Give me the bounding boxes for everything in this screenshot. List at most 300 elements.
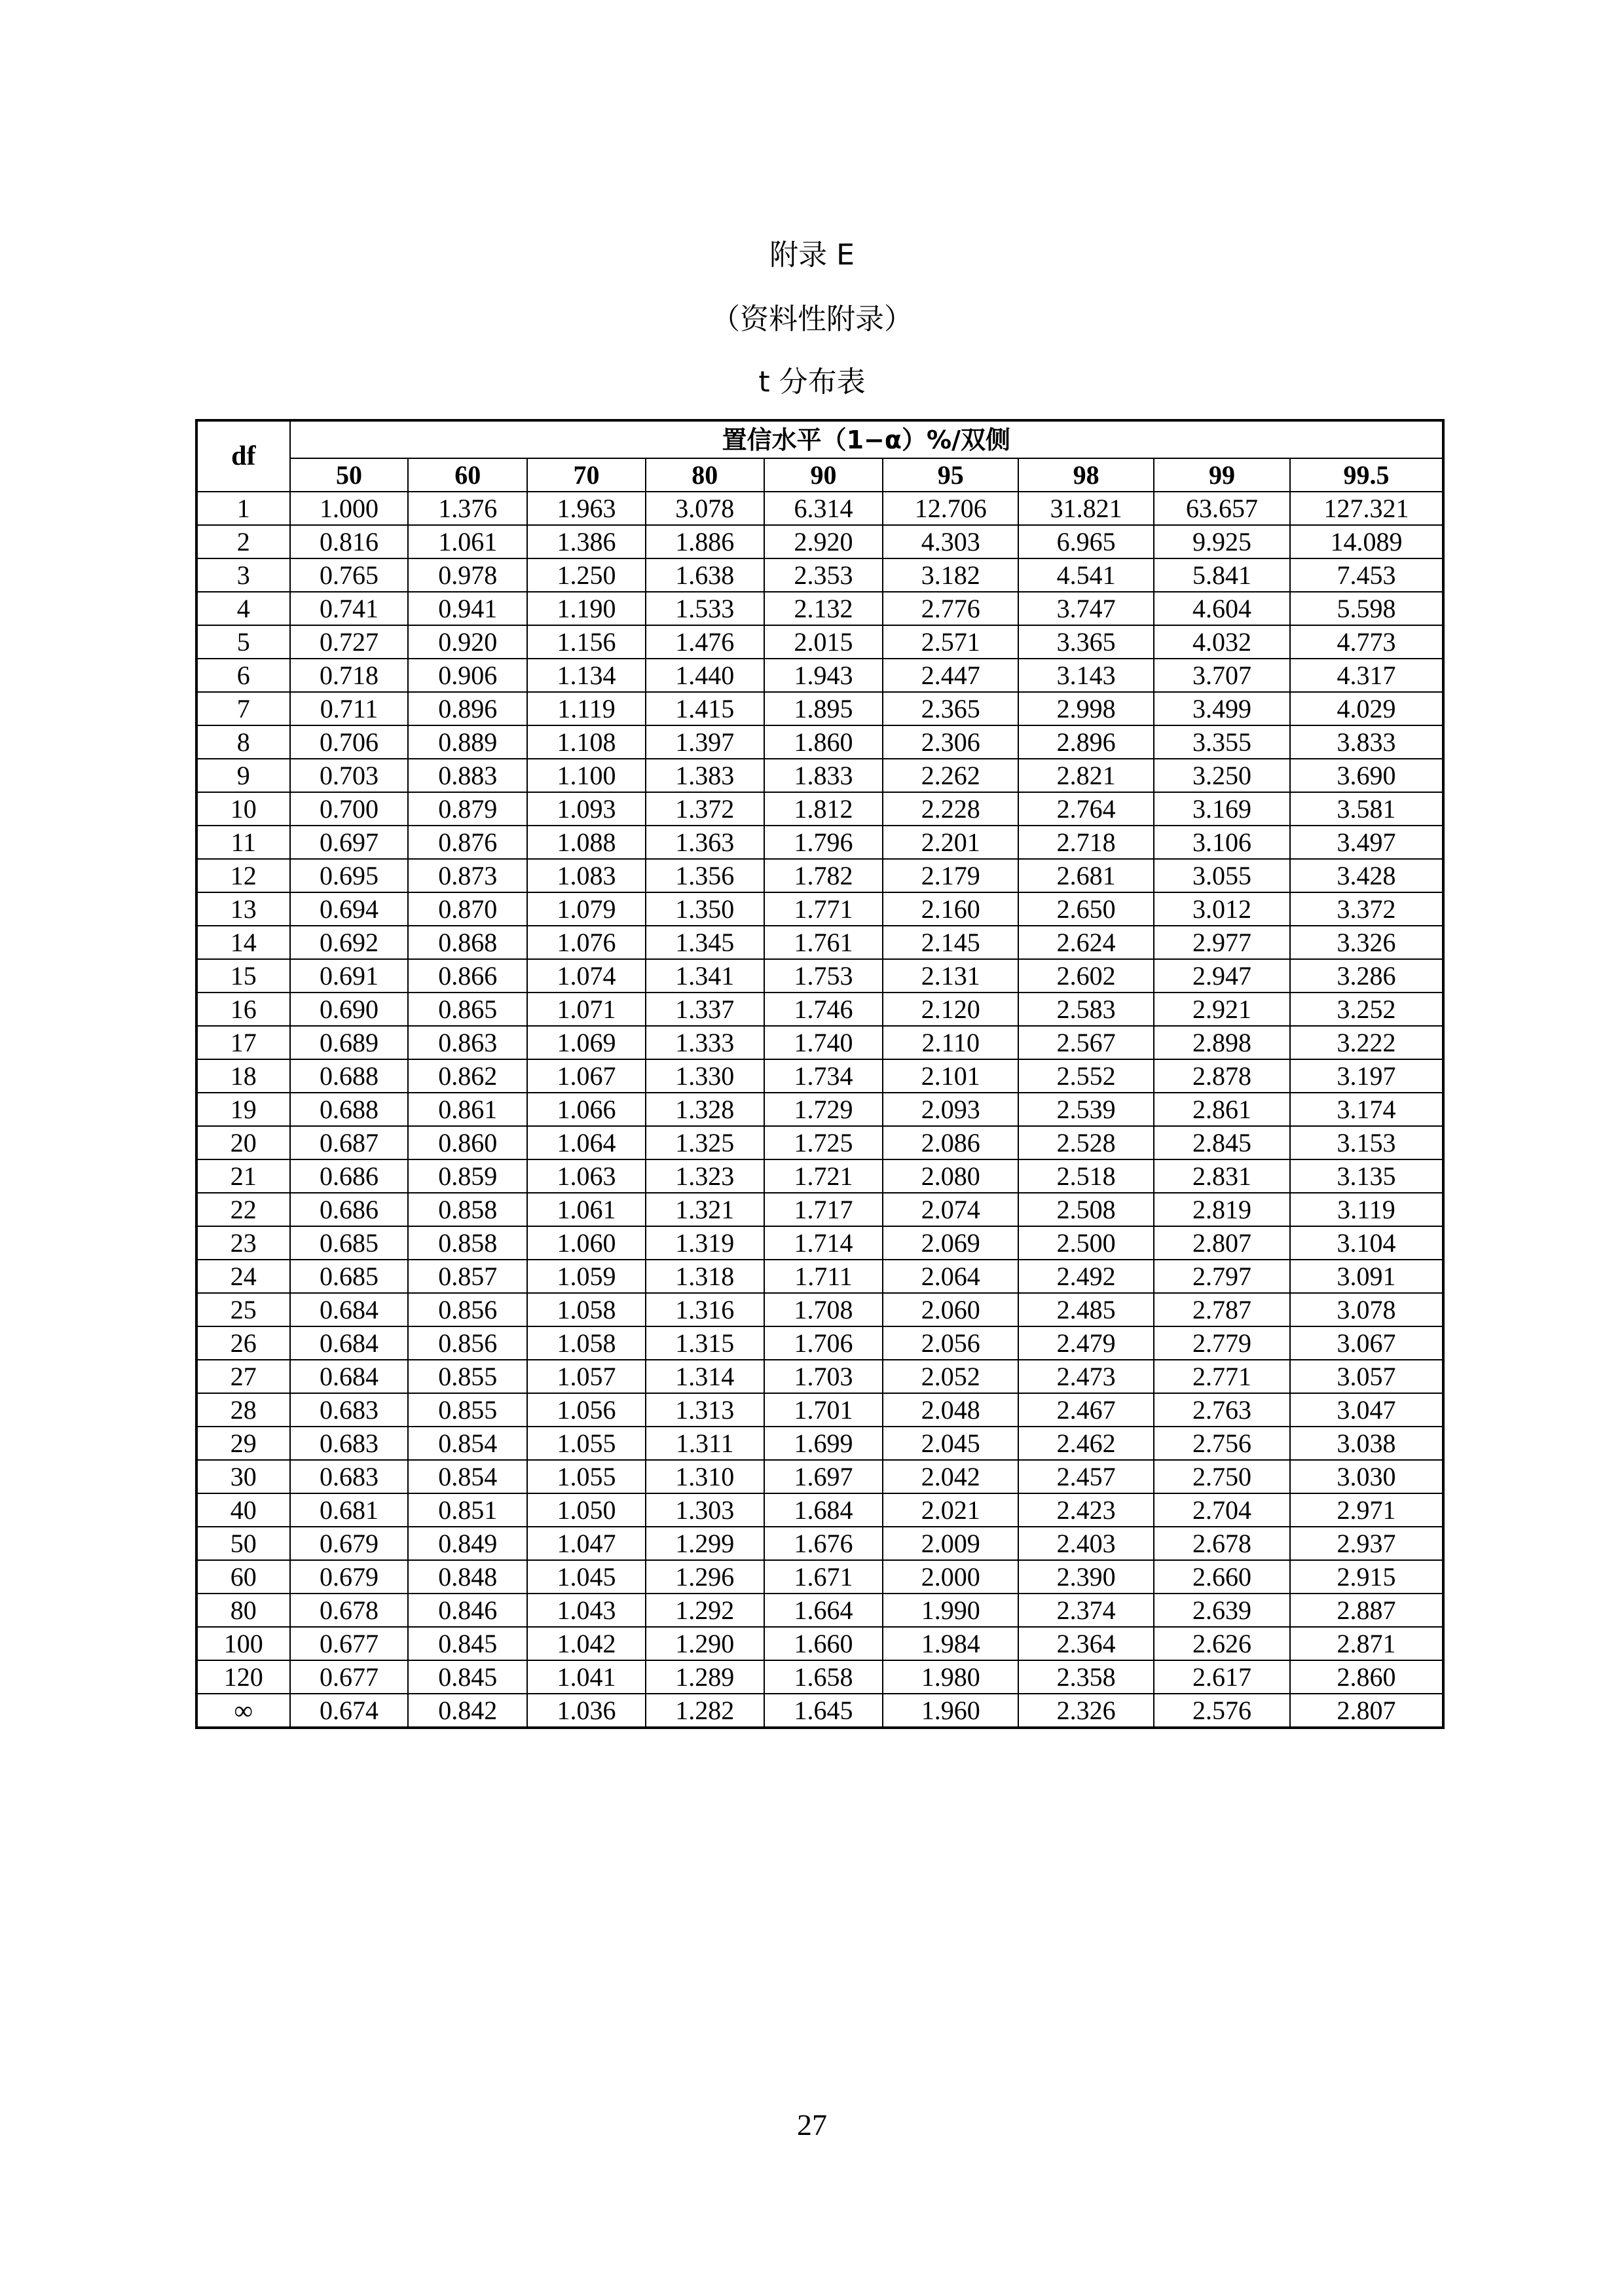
value-cell: 3.012 (1154, 892, 1290, 926)
df-cell: 18 (196, 1059, 290, 1093)
value-cell: 0.681 (290, 1493, 409, 1527)
value-cell: 1.782 (764, 859, 883, 892)
confidence-level-cell: 98 (1018, 458, 1154, 492)
value-cell: 0.683 (290, 1427, 409, 1460)
table-row (196, 1660, 1443, 1694)
value-cell: 2.080 (883, 1159, 1018, 1193)
value-cell: 2.878 (1154, 1059, 1290, 1093)
value-cell: 1.397 (646, 725, 764, 759)
df-cell: 12 (196, 859, 290, 892)
confidence-levels-row (196, 458, 1443, 492)
value-cell: 2.861 (1154, 1093, 1290, 1126)
value-cell: 1.714 (764, 1226, 883, 1260)
value-cell: 2.779 (1154, 1326, 1290, 1360)
value-cell: 1.980 (883, 1660, 1018, 1694)
df-cell: 100 (196, 1627, 290, 1660)
value-cell: 0.697 (290, 826, 409, 859)
value-cell: 0.861 (408, 1093, 527, 1126)
value-cell: 1.083 (527, 859, 646, 892)
df-cell: 10 (196, 792, 290, 826)
confidence-level-header: 置信水平（1−α）%/双侧 (290, 420, 1443, 458)
value-cell: 1.050 (527, 1493, 646, 1527)
value-cell: 1.699 (764, 1427, 883, 1460)
table-row (196, 1694, 1443, 1728)
df-cell: ∞ (196, 1694, 290, 1728)
value-cell: 1.676 (764, 1527, 883, 1560)
value-cell: 2.771 (1154, 1360, 1290, 1393)
value-cell: 1.319 (646, 1226, 764, 1260)
value-cell: 2.583 (1018, 993, 1154, 1026)
value-cell: 3.119 (1290, 1193, 1443, 1226)
value-cell: 1.350 (646, 892, 764, 926)
value-cell: 3.182 (883, 558, 1018, 592)
df-cell: 27 (196, 1360, 290, 1393)
value-cell: 3.428 (1290, 859, 1443, 892)
value-cell: 1.058 (527, 1293, 646, 1326)
value-cell: 2.326 (1018, 1694, 1154, 1728)
value-cell: 2.860 (1290, 1660, 1443, 1694)
confidence-level-cell: 80 (646, 458, 764, 492)
value-cell: 1.250 (527, 558, 646, 592)
value-cell: 2.571 (883, 625, 1018, 659)
value-cell: 0.695 (290, 859, 409, 892)
table-row (196, 1159, 1443, 1193)
value-cell: 1.074 (527, 959, 646, 993)
value-cell: 0.883 (408, 759, 527, 792)
value-cell: 3.153 (1290, 1126, 1443, 1159)
value-cell: 2.353 (764, 558, 883, 592)
value-cell: 0.855 (408, 1393, 527, 1427)
value-cell: 1.833 (764, 759, 883, 792)
table-row (196, 759, 1443, 792)
value-cell: 0.906 (408, 659, 527, 692)
df-cell: 2 (196, 525, 290, 558)
value-cell: 2.074 (883, 1193, 1018, 1226)
value-cell: 1.372 (646, 792, 764, 826)
value-cell: 2.518 (1018, 1159, 1154, 1193)
value-cell: 1.330 (646, 1059, 764, 1093)
value-cell: 1.638 (646, 558, 764, 592)
value-cell: 2.467 (1018, 1393, 1154, 1427)
value-cell: 2.306 (883, 725, 1018, 759)
value-cell: 0.845 (408, 1660, 527, 1694)
value-cell: 0.870 (408, 892, 527, 926)
value-cell: 2.052 (883, 1360, 1018, 1393)
table-body (196, 492, 1443, 1728)
value-cell: 0.896 (408, 692, 527, 725)
value-cell: 127.321 (1290, 492, 1443, 525)
value-cell: 1.290 (646, 1627, 764, 1660)
value-cell: 1.000 (290, 492, 409, 525)
value-cell: 0.690 (290, 993, 409, 1026)
value-cell: 1.363 (646, 826, 764, 859)
value-cell: 0.706 (290, 725, 409, 759)
value-cell: 1.415 (646, 692, 764, 725)
value-cell: 0.858 (408, 1193, 527, 1226)
table-row (196, 1460, 1443, 1493)
value-cell: 1.060 (527, 1226, 646, 1260)
value-cell: 2.528 (1018, 1126, 1154, 1159)
value-cell: 1.943 (764, 659, 883, 692)
df-header: df (196, 420, 290, 492)
value-cell: 0.711 (290, 692, 409, 725)
value-cell: 1.061 (408, 525, 527, 558)
table-row (196, 792, 1443, 826)
value-cell: 2.887 (1290, 1594, 1443, 1627)
value-cell: 2.403 (1018, 1527, 1154, 1560)
df-cell: 30 (196, 1460, 290, 1493)
value-cell: 0.683 (290, 1460, 409, 1493)
value-cell: 0.683 (290, 1393, 409, 1427)
value-cell: 63.657 (1154, 492, 1290, 525)
value-cell: 2.473 (1018, 1360, 1154, 1393)
value-cell: 2.896 (1018, 725, 1154, 759)
value-cell: 5.598 (1290, 592, 1443, 625)
value-cell: 2.763 (1154, 1393, 1290, 1427)
appendix-title: 附录 E (769, 238, 855, 272)
value-cell: 4.773 (1290, 625, 1443, 659)
value-cell: 2.365 (883, 692, 1018, 725)
value-cell: 2.390 (1018, 1560, 1154, 1594)
value-cell: 0.685 (290, 1226, 409, 1260)
value-cell: 1.067 (527, 1059, 646, 1093)
value-cell: 1.645 (764, 1694, 883, 1728)
value-cell: 2.624 (1018, 926, 1154, 959)
df-cell: 8 (196, 725, 290, 759)
value-cell: 1.383 (646, 759, 764, 792)
value-cell: 1.321 (646, 1193, 764, 1226)
value-cell: 0.873 (408, 859, 527, 892)
value-cell: 0.879 (408, 792, 527, 826)
table-row (196, 692, 1443, 725)
value-cell: 2.479 (1018, 1326, 1154, 1360)
value-cell: 1.753 (764, 959, 883, 993)
value-cell: 2.947 (1154, 959, 1290, 993)
value-cell: 0.855 (408, 1360, 527, 1393)
table-row (196, 492, 1443, 525)
value-cell: 1.076 (527, 926, 646, 959)
value-cell: 1.190 (527, 592, 646, 625)
value-cell: 3.222 (1290, 1026, 1443, 1059)
value-cell: 3.197 (1290, 1059, 1443, 1093)
df-cell: 25 (196, 1293, 290, 1326)
value-cell: 2.374 (1018, 1594, 1154, 1627)
t-distribution-table (195, 419, 1445, 1729)
table-row (196, 1059, 1443, 1093)
value-cell: 0.688 (290, 1093, 409, 1126)
value-cell: 0.868 (408, 926, 527, 959)
value-cell: 0.679 (290, 1560, 409, 1594)
table-row (196, 525, 1443, 558)
value-cell: 1.671 (764, 1560, 883, 1594)
table-row (196, 1594, 1443, 1627)
df-cell: 23 (196, 1226, 290, 1260)
value-cell: 6.965 (1018, 525, 1154, 558)
value-cell: 1.093 (527, 792, 646, 826)
confidence-level-cell: 99 (1154, 458, 1290, 492)
value-cell: 1.440 (646, 659, 764, 692)
value-cell: 1.079 (527, 892, 646, 926)
value-cell: 2.110 (883, 1026, 1018, 1059)
df-cell: 19 (196, 1093, 290, 1126)
value-cell: 2.447 (883, 659, 1018, 692)
value-cell: 2.920 (764, 525, 883, 558)
value-cell: 1.289 (646, 1660, 764, 1694)
value-cell: 4.303 (883, 525, 1018, 558)
value-cell: 2.060 (883, 1293, 1018, 1326)
value-cell: 2.000 (883, 1560, 1018, 1594)
value-cell: 1.100 (527, 759, 646, 792)
value-cell: 1.318 (646, 1260, 764, 1293)
value-cell: 2.650 (1018, 892, 1154, 926)
value-cell: 5.841 (1154, 558, 1290, 592)
value-cell: 1.333 (646, 1026, 764, 1059)
value-cell: 0.920 (408, 625, 527, 659)
table-row (196, 926, 1443, 959)
value-cell: 0.842 (408, 1694, 527, 1728)
appendix-subtitle: （资料性附录） (711, 302, 913, 336)
value-cell: 1.664 (764, 1594, 883, 1627)
table-row (196, 959, 1443, 993)
value-cell: 1.069 (527, 1026, 646, 1059)
value-cell: 2.131 (883, 959, 1018, 993)
table-row (196, 892, 1443, 926)
df-cell: 80 (196, 1594, 290, 1627)
value-cell: 3.581 (1290, 792, 1443, 826)
value-cell: 0.686 (290, 1159, 409, 1193)
value-cell: 3.747 (1018, 592, 1154, 625)
value-cell: 4.029 (1290, 692, 1443, 725)
value-cell: 1.310 (646, 1460, 764, 1493)
value-cell: 1.041 (527, 1660, 646, 1694)
value-cell: 2.015 (764, 625, 883, 659)
value-cell: 1.059 (527, 1260, 646, 1293)
value-cell: 2.048 (883, 1393, 1018, 1427)
value-cell: 3.078 (646, 492, 764, 525)
df-cell: 40 (196, 1493, 290, 1527)
value-cell: 2.508 (1018, 1193, 1154, 1226)
value-cell: 3.252 (1290, 993, 1443, 1026)
value-cell: 0.677 (290, 1660, 409, 1694)
value-cell: 4.032 (1154, 625, 1290, 659)
value-cell: 1.066 (527, 1093, 646, 1126)
table-row (196, 1493, 1443, 1527)
value-cell: 0.689 (290, 1026, 409, 1059)
value-cell: 2.064 (883, 1260, 1018, 1293)
value-cell: 1.316 (646, 1293, 764, 1326)
value-cell: 2.898 (1154, 1026, 1290, 1059)
df-cell: 7 (196, 692, 290, 725)
value-cell: 1.895 (764, 692, 883, 725)
df-cell: 16 (196, 993, 290, 1026)
value-cell: 0.727 (290, 625, 409, 659)
df-cell: 14 (196, 926, 290, 959)
value-cell: 3.169 (1154, 792, 1290, 826)
value-cell: 1.356 (646, 859, 764, 892)
value-cell: 1.064 (527, 1126, 646, 1159)
value-cell: 2.626 (1154, 1627, 1290, 1660)
value-cell: 1.376 (408, 492, 527, 525)
value-cell: 2.639 (1154, 1594, 1290, 1627)
value-cell: 2.021 (883, 1493, 1018, 1527)
value-cell: 1.311 (646, 1427, 764, 1460)
value-cell: 1.746 (764, 993, 883, 1026)
value-cell: 2.101 (883, 1059, 1018, 1093)
value-cell: 0.679 (290, 1527, 409, 1560)
value-cell: 1.299 (646, 1527, 764, 1560)
value-cell: 1.056 (527, 1393, 646, 1427)
df-cell: 11 (196, 826, 290, 859)
df-cell: 22 (196, 1193, 290, 1226)
value-cell: 1.697 (764, 1460, 883, 1493)
value-cell: 3.174 (1290, 1093, 1443, 1126)
value-cell: 1.323 (646, 1159, 764, 1193)
value-cell: 3.047 (1290, 1393, 1443, 1427)
value-cell: 1.684 (764, 1493, 883, 1527)
table-row (196, 1360, 1443, 1393)
value-cell: 1.533 (646, 592, 764, 625)
value-cell: 2.539 (1018, 1093, 1154, 1126)
value-cell: 2.704 (1154, 1493, 1290, 1527)
value-cell: 1.725 (764, 1126, 883, 1159)
value-cell: 0.816 (290, 525, 409, 558)
value-cell: 1.055 (527, 1460, 646, 1493)
df-cell: 17 (196, 1026, 290, 1059)
value-cell: 3.365 (1018, 625, 1154, 659)
value-cell: 1.734 (764, 1059, 883, 1093)
value-cell: 0.684 (290, 1360, 409, 1393)
confidence-level-cell: 90 (764, 458, 883, 492)
value-cell: 2.977 (1154, 926, 1290, 959)
table-row (196, 625, 1443, 659)
value-cell: 1.088 (527, 826, 646, 859)
df-cell: 4 (196, 592, 290, 625)
value-cell: 1.156 (527, 625, 646, 659)
value-cell: 1.058 (527, 1326, 646, 1360)
value-cell: 0.687 (290, 1126, 409, 1159)
value-cell: 3.833 (1290, 725, 1443, 759)
value-cell: 2.756 (1154, 1427, 1290, 1460)
value-cell: 0.863 (408, 1026, 527, 1059)
value-cell: 0.876 (408, 826, 527, 859)
value-cell: 1.963 (527, 492, 646, 525)
value-cell: 0.674 (290, 1694, 409, 1728)
value-cell: 31.821 (1018, 492, 1154, 525)
value-cell: 3.091 (1290, 1260, 1443, 1293)
value-cell: 1.812 (764, 792, 883, 826)
confidence-level-cell: 50 (290, 458, 409, 492)
table-row (196, 859, 1443, 892)
value-cell: 0.851 (408, 1493, 527, 1527)
value-cell: 0.862 (408, 1059, 527, 1093)
value-cell: 1.476 (646, 625, 764, 659)
value-cell: 3.055 (1154, 859, 1290, 892)
value-cell: 2.457 (1018, 1460, 1154, 1493)
value-cell: 1.315 (646, 1326, 764, 1360)
value-cell: 1.711 (764, 1260, 883, 1293)
value-cell: 0.703 (290, 759, 409, 792)
value-cell: 2.819 (1154, 1193, 1290, 1226)
df-cell: 60 (196, 1560, 290, 1594)
value-cell: 1.708 (764, 1293, 883, 1326)
table-row (196, 1527, 1443, 1560)
value-cell: 2.201 (883, 826, 1018, 859)
value-cell: 2.045 (883, 1427, 1018, 1460)
value-cell: 0.691 (290, 959, 409, 993)
value-cell: 0.854 (408, 1460, 527, 1493)
value-cell: 2.831 (1154, 1159, 1290, 1193)
df-cell: 26 (196, 1326, 290, 1360)
value-cell: 1.860 (764, 725, 883, 759)
value-cell: 1.108 (527, 725, 646, 759)
table-row (196, 592, 1443, 625)
df-cell: 1 (196, 492, 290, 525)
value-cell: 0.685 (290, 1260, 409, 1293)
value-cell: 2.807 (1290, 1694, 1443, 1728)
value-cell: 0.941 (408, 592, 527, 625)
value-cell: 0.857 (408, 1260, 527, 1293)
value-cell: 0.684 (290, 1293, 409, 1326)
value-cell: 4.541 (1018, 558, 1154, 592)
value-cell: 3.106 (1154, 826, 1290, 859)
value-cell: 2.764 (1018, 792, 1154, 826)
value-cell: 1.061 (527, 1193, 646, 1226)
table-row (196, 659, 1443, 692)
value-cell: 2.681 (1018, 859, 1154, 892)
value-cell: 3.499 (1154, 692, 1290, 725)
value-cell: 2.971 (1290, 1493, 1443, 1527)
value-cell: 3.250 (1154, 759, 1290, 792)
value-cell: 2.160 (883, 892, 1018, 926)
value-cell: 0.694 (290, 892, 409, 926)
value-cell: 2.086 (883, 1126, 1018, 1159)
value-cell: 1.706 (764, 1326, 883, 1360)
df-cell: 24 (196, 1260, 290, 1293)
value-cell: 2.552 (1018, 1059, 1154, 1093)
value-cell: 1.721 (764, 1159, 883, 1193)
table-row (196, 1026, 1443, 1059)
value-cell: 2.617 (1154, 1660, 1290, 1694)
value-cell: 0.765 (290, 558, 409, 592)
table-row (196, 1393, 1443, 1427)
value-cell: 3.286 (1290, 959, 1443, 993)
value-cell: 1.036 (527, 1694, 646, 1728)
value-cell: 3.135 (1290, 1159, 1443, 1193)
value-cell: 1.328 (646, 1093, 764, 1126)
value-cell: 1.047 (527, 1527, 646, 1560)
value-cell: 0.692 (290, 926, 409, 959)
table-row (196, 1627, 1443, 1660)
value-cell: 0.741 (290, 592, 409, 625)
value-cell: 1.660 (764, 1627, 883, 1660)
value-cell: 2.056 (883, 1326, 1018, 1360)
value-cell: 2.998 (1018, 692, 1154, 725)
value-cell: 2.678 (1154, 1527, 1290, 1560)
value-cell: 2.120 (883, 993, 1018, 1026)
df-cell: 13 (196, 892, 290, 926)
value-cell: 2.602 (1018, 959, 1154, 993)
value-cell: 3.690 (1290, 759, 1443, 792)
value-cell: 3.038 (1290, 1427, 1443, 1460)
value-cell: 1.303 (646, 1493, 764, 1527)
value-cell: 3.078 (1290, 1293, 1443, 1326)
value-cell: 0.889 (408, 725, 527, 759)
table-row (196, 1260, 1443, 1293)
value-cell: 3.057 (1290, 1360, 1443, 1393)
value-cell: 0.866 (408, 959, 527, 993)
df-cell: 21 (196, 1159, 290, 1193)
value-cell: 2.132 (764, 592, 883, 625)
